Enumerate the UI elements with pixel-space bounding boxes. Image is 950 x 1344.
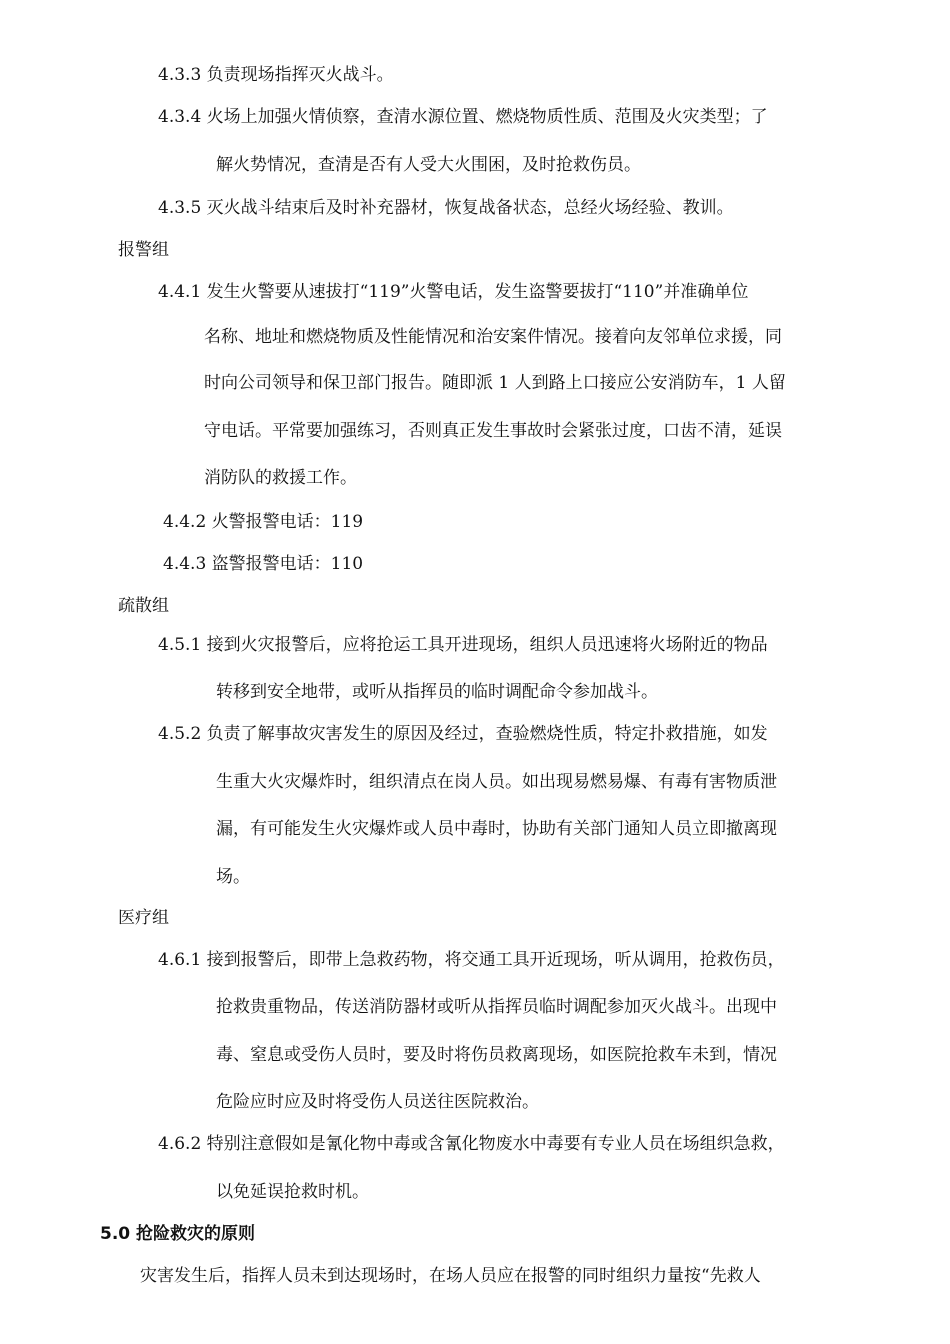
item-4-5-2-cont-3: 场。 bbox=[216, 867, 250, 887]
item-4-4-3: 4.4.3 盗警报警电话：110 bbox=[163, 554, 364, 574]
item-4-6-1: 4.6.1 接到报警后，即带上急救药物，将交通工具开近现场，听从调用，抢救伤员， bbox=[158, 950, 785, 970]
item-4-3-4-cont: 解火势情况，查清是否有人受大火围困，及时抢救伤员。 bbox=[216, 155, 641, 175]
item-4-4-2: 4.4.2 火警报警电话：119 bbox=[163, 512, 364, 532]
item-4-4-1: 4.4.1 发生火警要从速拔打“119”火警电话，发生盗警要拔打“110”并准确单位 bbox=[158, 282, 749, 302]
item-4-6-1-cont-3: 危险应时应及时将受伤人员送往医院救治。 bbox=[216, 1092, 539, 1112]
item-4-5-2-cont-2: 漏，有可能发生火灾爆炸或人员中毒时，协助有关部门通知人员立即撤离现 bbox=[216, 819, 777, 839]
item-4-3-3: 4.3.3 负责现场指挥灭火战斗。 bbox=[158, 65, 394, 85]
item-4-3-5: 4.3.5 灭火战斗结束后及时补充器材，恢复战备状态，总经火场经验、教训。 bbox=[158, 198, 734, 218]
section-heading-medical: 医疗组 bbox=[118, 908, 169, 928]
item-4-6-2-cont: 以免延误抢救时机。 bbox=[216, 1182, 369, 1202]
section-5-0-paragraph: 灾害发生后，指挥人员未到达现场时，在场人员应在报警的同时组织力量按“先救人 bbox=[140, 1266, 761, 1286]
item-4-4-1-cont-1: 名称、地址和燃烧物质及性能情况和治安案件情况。接着向友邻单位求援，同 bbox=[204, 327, 782, 347]
item-4-4-1-cont-4: 消防队的救援工作。 bbox=[204, 468, 357, 488]
item-4-6-1-cont-1: 抢救贵重物品，传送消防器材或听从指挥员临时调配参加灭火战斗。出现中 bbox=[216, 997, 777, 1017]
item-4-5-1: 4.5.1 接到火灾报警后，应将抢运工具开进现场，组织人员迅速将火场附近的物品 bbox=[158, 635, 768, 655]
section-heading-evacuation: 疏散组 bbox=[118, 596, 169, 616]
item-4-6-1-cont-2: 毒、窒息或受伤人员时，要及时将伤员救离现场，如医院抢救车未到，情况 bbox=[216, 1045, 777, 1065]
item-4-5-2: 4.5.2 负责了解事故灾害发生的原因及经过，查验燃烧性质，特定扑救措施，如发 bbox=[158, 724, 768, 744]
item-4-3-4: 4.3.4 火场上加强火情侦察，查清水源位置、燃烧物质性质、范围及火灾类型；了 bbox=[158, 107, 768, 127]
item-4-4-1-cont-2: 时向公司领导和保卫部门报告。随即派 1 人到路上口接应公安消防车，1 人留 bbox=[204, 373, 786, 393]
item-4-5-2-cont-1: 生重大火灾爆炸时，组织清点在岗人员。如出现易燃易爆、有毒有害物质泄 bbox=[216, 772, 777, 792]
section-heading-alarm: 报警组 bbox=[118, 240, 169, 260]
item-4-5-1-cont: 转移到安全地带，或听从指挥员的临时调配命令参加战斗。 bbox=[216, 682, 658, 702]
item-4-4-1-cont-3: 守电话。平常要加强练习，否则真正发生事故时会紧张过度，口齿不清，延误 bbox=[204, 421, 782, 441]
section-5-0-heading: 5.0 抢险救灾的原则 bbox=[100, 1224, 256, 1244]
item-4-6-2: 4.6.2 特别注意假如是氰化物中毒或含氰化物废水中毒要有专业人员在场组织急救， bbox=[158, 1134, 785, 1154]
